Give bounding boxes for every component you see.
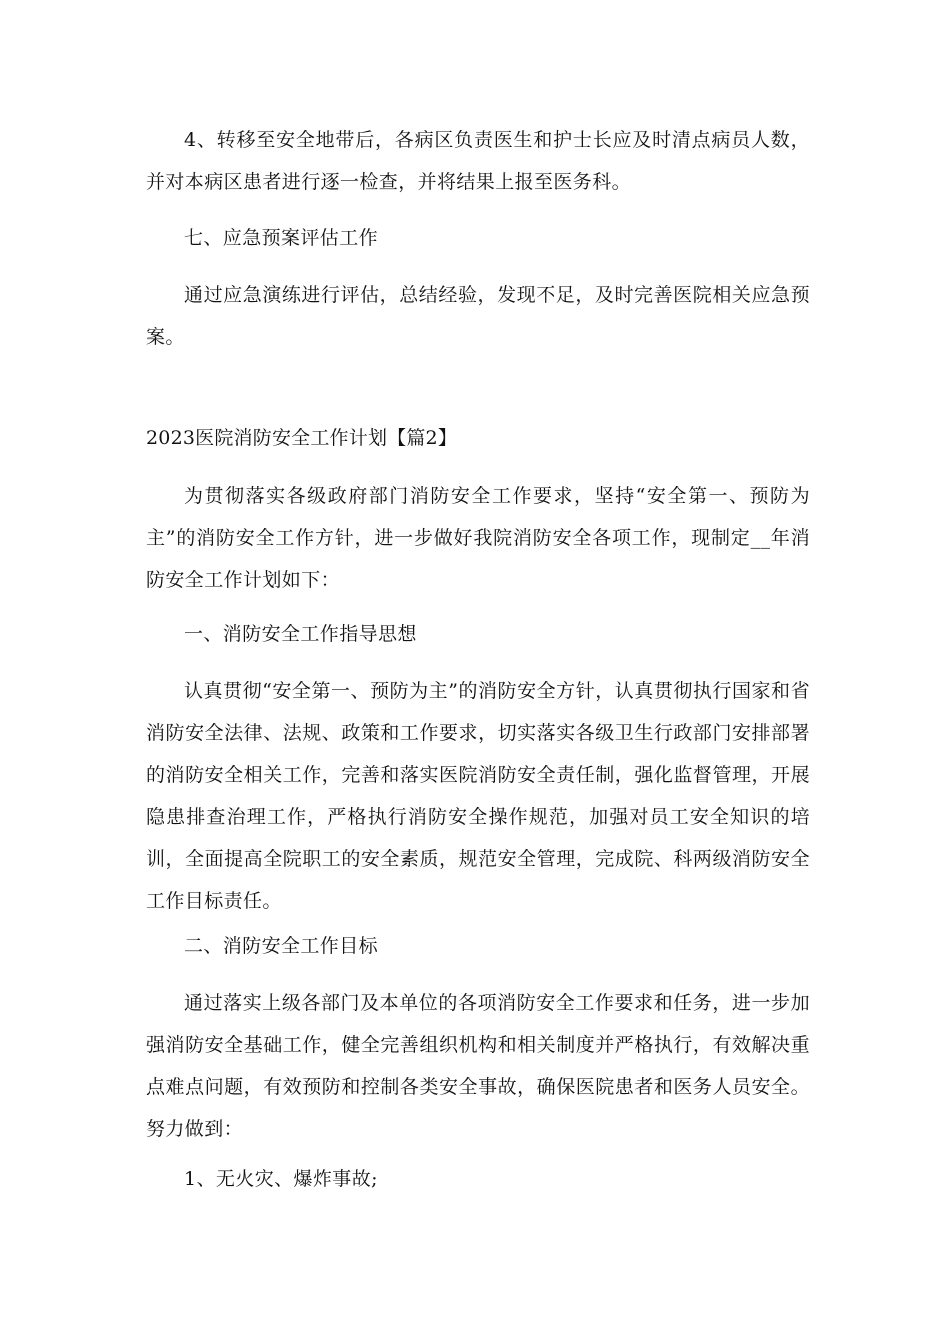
paragraph-intro: 为贯彻落实各级政府部门消防安全工作要求，坚持“安全第一、预防为主”的消防安全工作方针，进一步做好我院消防安全各项工作，现制定__年消防安全工作计划如下： [146, 485, 810, 591]
heading-work-goal: 二、消防安全工作目标 [184, 935, 379, 957]
paragraph-work-goal: 通过落实上级各部门及本单位的各项消防安全工作要求和任务，进一步加强消防安全基础工作，健全完善组织机构和相关制度并严格执行，有效解决重点难点问题，有效预防和控制各类安全事故，确保医院患者和医务人员安全。努力做到： [146, 992, 810, 1140]
heading-guiding-thought: 一、消防安全工作指导思想 [184, 623, 417, 645]
heading-plan-evaluation: 七、应急预案评估工作 [184, 227, 379, 249]
list-item-no-fire: 1、无火灾、爆炸事故; [184, 1168, 378, 1190]
section-title: 2023医院消防安全工作计划【篇2】 [146, 427, 458, 449]
paragraph-evaluation: 通过应急演练进行评估，总结经验，发现不足，及时完善医院相关应急预案。 [146, 284, 810, 348]
paragraph-transfer-check: 4、转移至安全地带后，各病区负责医生和护士长应及时清点病员人数，并对本病区患者进行逐一检查，并将结果上报至医务科。 [146, 129, 810, 193]
paragraph-guiding-thought: 认真贯彻“安全第一、预防为主”的消防安全方针，认真贯彻执行国家和省消防安全法律、法规、政策和工作要求，切实落实各级卫生行政部门安排部署的消防安全相关工作，完善和落实医院消防安全责任制，强化监督管理，开展隐患排查治理工作，严格执行消防安全操作规范，加强对员工安全知识的培训，全面提高全院职工的安全素质，规范安全管理，完成院、科两级消防安全工作目标责任。 [146, 680, 810, 912]
